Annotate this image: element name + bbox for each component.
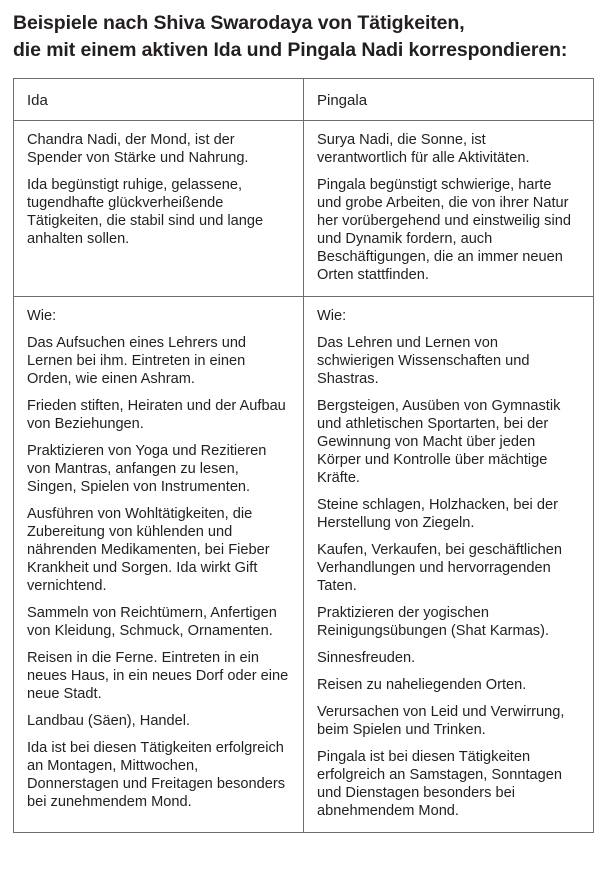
paragraph: Pingala begünstigt schwierige, harte und grobe Arbeiten, die von ihrer Natur her vorübergehend und einstweilig sind und Dynamik fordern, auch Beschäftigungen, die an immer neuen Orten stattfinden. <box>317 177 571 283</box>
title-line-2: die mit einem aktiven Ida und Pingala Nadi korrespondieren: <box>13 39 568 61</box>
paragraph: Verursachen von Leid und Verwirrung, beim Spielen und Trinken. <box>317 704 565 738</box>
examples-row <box>14 297 594 833</box>
paragraph: Landbau (Säen), Handel. <box>27 713 191 729</box>
title-line-1: Beispiele nach Shiva Swarodaya von Tätigkeiten, <box>13 12 465 34</box>
paragraph: Sammeln von Reichtümern, Anfertigen von Kleidung, Schmuck, Ornamenten. <box>27 605 277 639</box>
paragraph: Praktizieren von Yoga und Rezitieren von Mantras, anfangen zu lesen, Singen, Spielen von Instrumenten. <box>27 443 267 495</box>
page-title <box>13 10 593 64</box>
paragraph: Wie: <box>317 308 347 324</box>
paragraph: Wie: <box>27 308 57 324</box>
intro-row <box>14 121 594 297</box>
paragraph: Ausführen von Wohltätigkeiten, die Zubereitung von kühlenden und nährenden Medikamenten, bei Fieber Krankheit und Sorgen. Ida wirkt Gift vernichtend. <box>27 506 270 594</box>
intro-cell-ida <box>14 121 304 297</box>
header-ida: Ida <box>14 79 304 121</box>
paragraph: Ida ist bei diesen Tätigkeiten erfolgreich an Montagen, Mittwochen, Donnerstagen und Freitagen besonders bei zunehmendem Mond. <box>27 740 285 810</box>
intro-cell-pingala <box>304 121 594 297</box>
examples-cell-pingala <box>304 297 594 833</box>
paragraph: Praktizieren der yogischen Reinigungsübungen (Shat Karmas). <box>317 605 550 639</box>
paragraph: Pingala ist bei diesen Tätigkeiten erfolgreich an Samstagen, Sonntagen und Dienstagen besonders bei abnehmendem Mond. <box>317 749 563 819</box>
paragraph: Reisen in die Ferne. Eintreten in ein neues Haus, in ein neues Dorf oder eine neue Stadt. <box>27 650 289 702</box>
paragraph: Das Lehren und Lernen von schwierigen Wissenschaften und Shastras. <box>317 335 530 387</box>
paragraph: Surya Nadi, die Sonne, ist verantwortlich für alle Aktivitäten. <box>317 132 530 166</box>
paragraph: Bergsteigen, Ausüben von Gymnastik und athletischen Sportarten, bei der Gewinnung von Macht über jeden Körper und Kontrolle über mächtige Kräfte. <box>317 398 561 486</box>
comparison-table <box>13 78 594 833</box>
paragraph: Kaufen, Verkaufen, bei geschäftlichen Verhandlungen und hervorragenden Taten. <box>317 542 563 594</box>
paragraph: Chandra Nadi, der Mond, ist der Spender von Stärke und Nahrung. <box>27 132 249 166</box>
paragraph: Sinnesfreuden. <box>317 650 416 666</box>
examples-cell-ida <box>14 297 304 833</box>
paragraph: Steine schlagen, Holzhacken, bei der Herstellung von Ziegeln. <box>317 497 558 531</box>
header-pingala: Pingala <box>304 79 594 121</box>
paragraph: Reisen zu naheliegenden Orten. <box>317 677 527 693</box>
paragraph: Ida begünstigt ruhige, gelassene, tugendhafte glückverheißende Tätigkeiten, die stabil sind und lange anhalten sollen. <box>27 177 264 247</box>
table-header-row <box>14 79 594 121</box>
paragraph: Das Aufsuchen eines Lehrers und Lernen bei ihm. Eintreten in einen Orden, wie einen Ashram. <box>27 335 247 387</box>
paragraph: Frieden stiften, Heiraten und der Aufbau von Beziehungen. <box>27 398 286 432</box>
